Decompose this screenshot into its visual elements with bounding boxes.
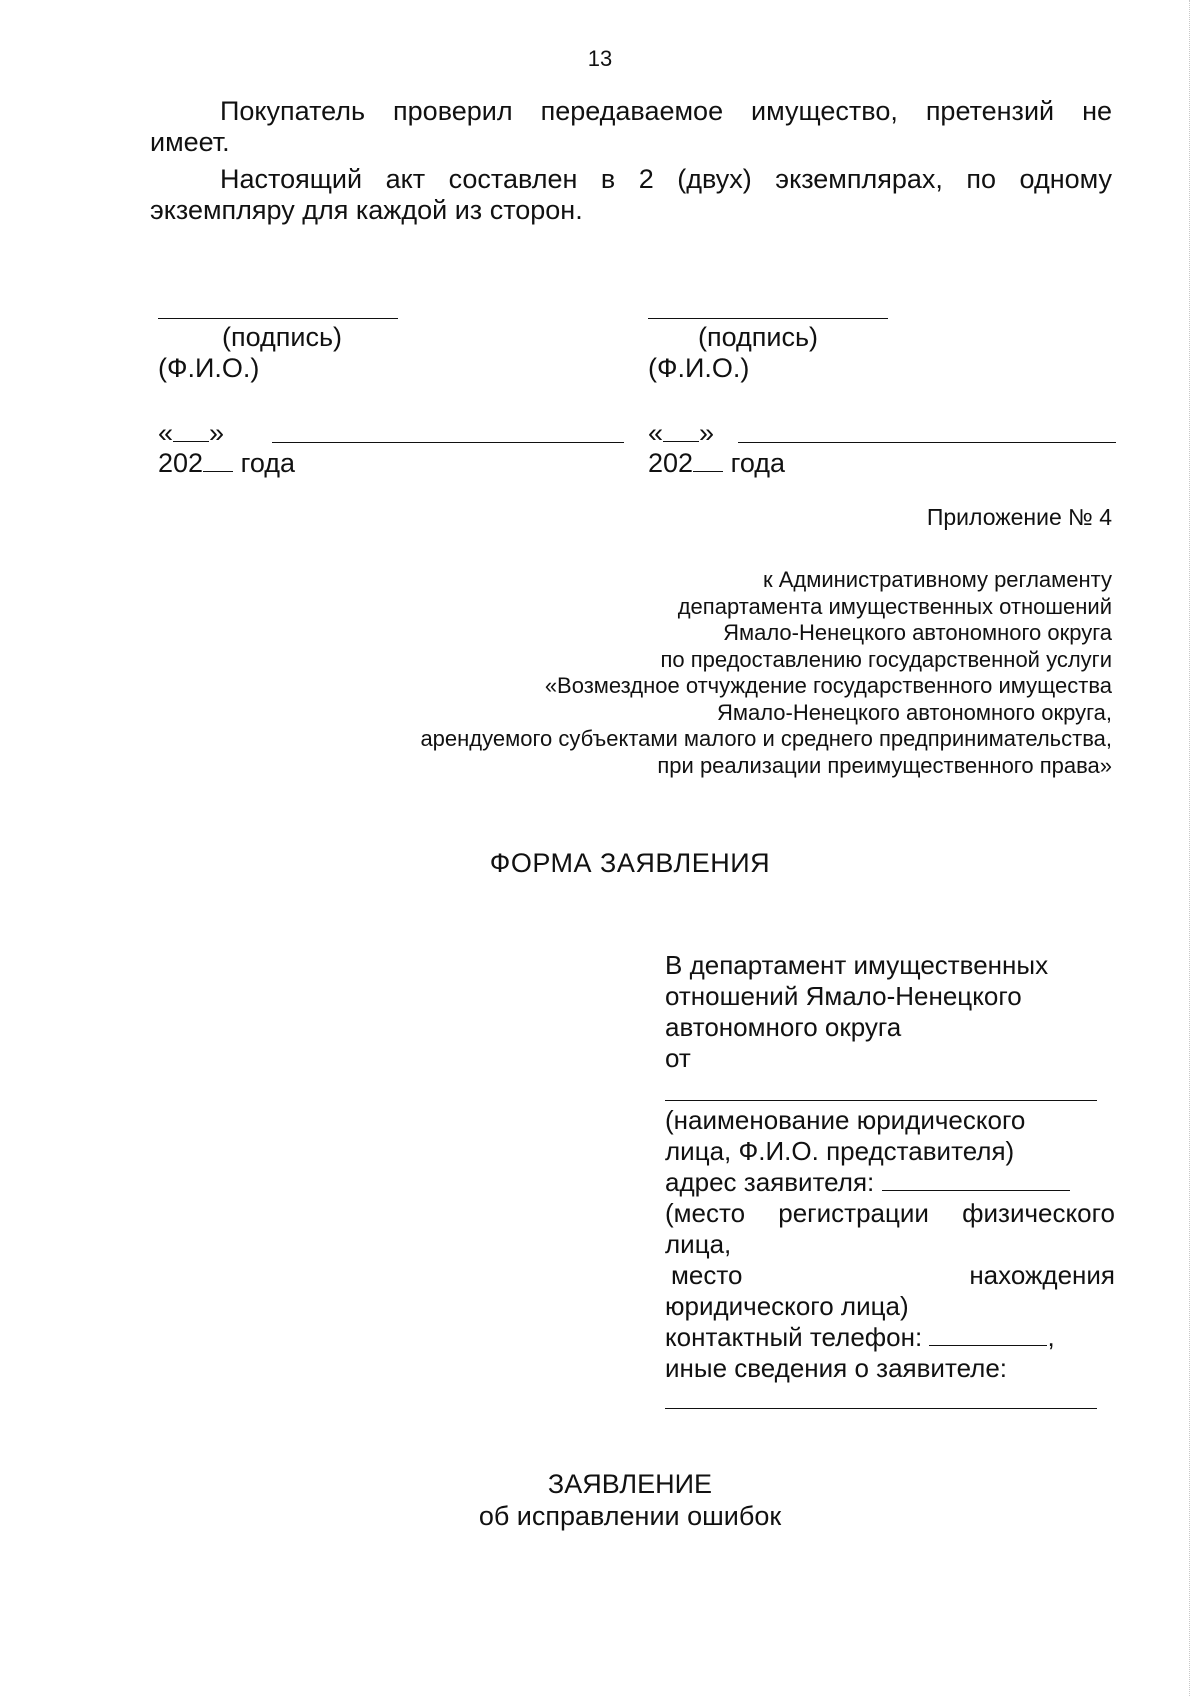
left-date-open: «	[158, 418, 174, 448]
statement-subtitle: об исправлении ошибок	[478, 1501, 782, 1531]
appendix-line: арендуемого субъектами малого и среднего предпринимательства,	[420, 726, 1112, 751]
intro-p2-line1: Настоящий акт составлен в 2 (двух) экземплярах, по одному	[220, 164, 1112, 194]
appendix-line: к Административному регламенту	[762, 567, 1112, 592]
right-date-close: »	[699, 418, 715, 448]
applicant-name-hint-1: (наименование юридического	[665, 1105, 1026, 1135]
left-date-close: »	[209, 418, 225, 448]
addressee-line1: В департамент имущественных	[665, 950, 1049, 980]
appendix-line: Ямало-Ненецкого автономного округа,	[716, 699, 1112, 725]
address-hint-4: юридического лица)	[665, 1291, 909, 1321]
right-date-row	[648, 418, 714, 448]
intro-paragraph-2	[150, 164, 1112, 226]
address-hint-3	[665, 1260, 1115, 1291]
phone-row	[665, 1322, 1115, 1353]
appendix-line: «Возмездное отчуждение государственного имущества	[544, 673, 1112, 698]
right-year-suffix: года	[730, 448, 786, 478]
addressee-block	[665, 950, 1115, 1384]
statement-title-block	[0, 1468, 1200, 1532]
left-signature-line	[158, 318, 398, 319]
appendix-line: департамента имущественных отношений	[677, 593, 1112, 619]
left-signature-label: (подпись)	[222, 322, 343, 352]
right-month-line	[738, 442, 1116, 443]
address-hint-1: (место регистрации физического	[665, 1198, 1115, 1228]
left-year-suffix: года	[240, 448, 296, 478]
right-date-open: «	[648, 418, 664, 448]
left-year-prefix: 202	[158, 448, 204, 478]
address-label: адрес заявителя:	[665, 1167, 875, 1197]
right-year-prefix: 202	[648, 448, 694, 478]
address-blank	[882, 1168, 1070, 1191]
addressee-line2: отношений Ямало-Ненецкого	[665, 981, 1022, 1011]
right-signature-label: (подпись)	[698, 322, 819, 352]
appendix-line: Ямало-Ненецкого автономного округа	[723, 620, 1112, 645]
address-hint-2: лица,	[665, 1229, 732, 1259]
statement-title: ЗАЯВЛЕНИЕ	[547, 1469, 713, 1499]
appendix-reference	[250, 567, 1112, 779]
intro-p2-line2: экземпляру для каждой из сторон.	[150, 195, 583, 225]
left-day-blank	[173, 419, 209, 442]
left-year-blank	[203, 449, 233, 472]
phone-suffix: ,	[1047, 1322, 1055, 1352]
right-year-blank	[693, 449, 723, 472]
left-name-label: (Ф.И.О.)	[158, 353, 260, 383]
appendix-line: по предоставлению государственной услуги	[660, 646, 1112, 672]
page-number: 13	[587, 46, 613, 71]
left-year-row	[158, 448, 295, 478]
intro-paragraph-1	[150, 96, 1112, 158]
applicant-name-line	[665, 1100, 1097, 1101]
other-info-line	[665, 1408, 1097, 1409]
form-title: ФОРМА ЗАЯВЛЕНИЯ	[489, 848, 771, 878]
right-name-label: (Ф.И.О.)	[648, 353, 750, 383]
address-hint-3a: место	[671, 1260, 743, 1290]
addressee-line3: автономного округа	[665, 1012, 902, 1042]
left-month-line	[272, 442, 624, 443]
right-signature-line	[648, 318, 888, 319]
intro-p1-line1: Покупатель проверил передаваемое имущество, претензий не	[220, 96, 1112, 126]
address-hint-3b: нахождения	[969, 1260, 1115, 1290]
appendix-line: при реализации преимущественного права»	[657, 752, 1112, 778]
intro-p1-line2: имеет.	[150, 127, 230, 157]
phone-label: контактный телефон:	[665, 1322, 923, 1352]
left-date-row	[158, 418, 224, 448]
applicant-address-row	[665, 1167, 1115, 1198]
appendix-title: Приложение № 4	[926, 504, 1112, 530]
addressee-from: от	[665, 1043, 691, 1073]
phone-blank	[929, 1323, 1047, 1346]
right-day-blank	[663, 419, 699, 442]
scan-edge	[1189, 0, 1190, 1696]
other-info-label: иные сведения о заявителе:	[665, 1353, 1008, 1383]
applicant-name-hint-2: лица, Ф.И.О. представителя)	[665, 1136, 1015, 1166]
right-year-row	[648, 448, 785, 478]
